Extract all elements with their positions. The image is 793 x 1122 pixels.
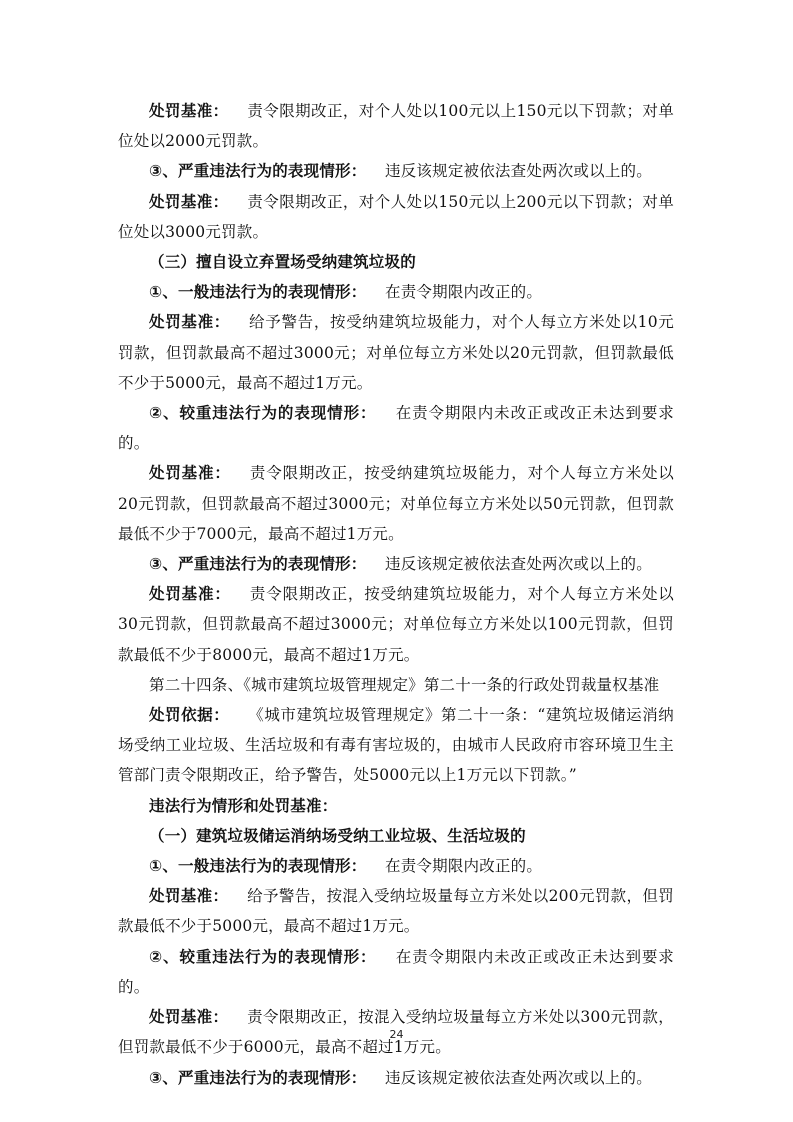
paragraph [118, 881, 674, 941]
paragraph-label: ③、严重违法行为的表现情形： [149, 162, 367, 181]
paragraph [118, 398, 674, 458]
paragraph [118, 942, 674, 1002]
paragraph-text: 违反该规定被依法查处两次或以上的。 [385, 162, 652, 181]
paragraph-label: 处罚基准： [149, 464, 231, 483]
paragraph-label: ③、严重违法行为的表现情形： [149, 1068, 367, 1087]
paragraph [118, 187, 674, 247]
paragraph-text: 违反该规定被依法查处两次或以上的。 [385, 555, 652, 574]
paragraph-text: 给予警告，按混入受纳垃圾量每立方米处以200元罚款，但罚款最低不少于5000元，最高不超过1万元。 [118, 887, 674, 936]
heading-text: （三）擅自设立弃置场受纳建筑垃圾的 [149, 253, 416, 272]
paragraph-label: 处罚基准： [149, 1008, 229, 1027]
paragraph [118, 307, 674, 398]
paragraph-text: 给予警告，按受纳建筑垃圾能力，对个人每立方米处以10元罚款，但罚款最高不超过3000元；对单位每立方米处以20元罚款，但罚款最低不少于5000元，最高不超过1万元。 [118, 313, 674, 392]
paragraph-text: 责令限期改正，对个人处以150元以上200元以下罚款；对单位处以3000元罚款。 [118, 192, 674, 241]
heading-text: （一）建筑垃圾储运消纳场受纳工业垃圾、生活垃圾的 [149, 826, 526, 845]
paragraph [118, 277, 674, 307]
section-heading [118, 821, 674, 851]
paragraph-label: 处罚依据： [149, 706, 230, 725]
paragraph [118, 156, 674, 186]
paragraph-label: 处罚基准： [149, 192, 229, 211]
paragraph-label: ②、较重违法行为的表现情形： [149, 947, 377, 966]
paragraph-label: 处罚基准： [149, 585, 231, 604]
paragraph [118, 458, 674, 549]
paragraph-text: 《城市建筑垃圾管理规定》第二十一条：“建筑垃圾储运消纳场受纳工业垃圾、生活垃圾和有毒有害垃圾的，由城市人民政府市容环境卫生主管部门责令限期改正，给予警告，处5000元以上1万元以下罚款。” [118, 706, 674, 785]
paragraph-label: 处罚基准： [149, 887, 229, 906]
paragraph-label: ①、一般违法行为的表现情形： [149, 857, 367, 876]
paragraph [118, 851, 674, 881]
page-number: 24 [389, 1028, 404, 1041]
paragraph-label: 处罚基准： [149, 102, 229, 120]
paragraph-text: 违反该规定被依法查处两次或以上的。 [385, 1068, 652, 1087]
paragraph [118, 1063, 674, 1093]
paragraph-label: 处罚基准： [149, 313, 230, 332]
paragraph [118, 549, 674, 579]
paragraph [118, 700, 674, 791]
paragraph-text: 责令限期改正，按混入受纳垃圾量每立方米处以300元罚款，但罚款最低不少于6000元，最高不超过1万元。 [118, 1008, 674, 1057]
paragraph [118, 579, 674, 670]
paragraph-label: ③、严重违法行为的表现情形： [149, 555, 367, 574]
section-heading [118, 791, 674, 821]
paragraph-label: ②、较重违法行为的表现情形： [149, 404, 377, 423]
heading-text: 违法行为情形和处罚基准： [149, 796, 338, 815]
article-title-text: 第二十四条、《城市建筑垃圾管理规定》第二十一条的行政处罚裁量权基准 [149, 675, 660, 694]
paragraph-text: 在责令期限内改正的。 [385, 283, 543, 302]
article-title [118, 670, 674, 700]
paragraph-label: ①、一般违法行为的表现情形： [149, 283, 367, 302]
document-body [118, 96, 674, 1093]
section-heading [118, 247, 674, 277]
paragraph [118, 96, 674, 156]
paragraph-text: 在责令期限内未改正或改正未达到要求的。 [118, 404, 674, 453]
paragraph-text: 责令限期改正，按受纳建筑垃圾能力，对个人每立方米处以30元罚款，但罚款最高不超过3000元；对单位每立方米处以100元罚款，但罚款最低不少于8000元，最高不超过1万元。 [118, 585, 674, 664]
paragraph-text: 责令限期改正，按受纳建筑垃圾能力，对个人每立方米处以20元罚款，但罚款最高不超过3000元；对单位每立方米处以50元罚款，但罚款最低不少于7000元，最高不超过1万元。 [118, 464, 674, 543]
paragraph-text: 责令限期改正，对个人处以100元以上150元以下罚款；对单位处以2000元罚款。 [118, 102, 674, 151]
paragraph-text: 在责令期限内改正的。 [385, 857, 543, 876]
paragraph-text: 在责令期限内未改正或改正未达到要求的。 [118, 947, 674, 996]
